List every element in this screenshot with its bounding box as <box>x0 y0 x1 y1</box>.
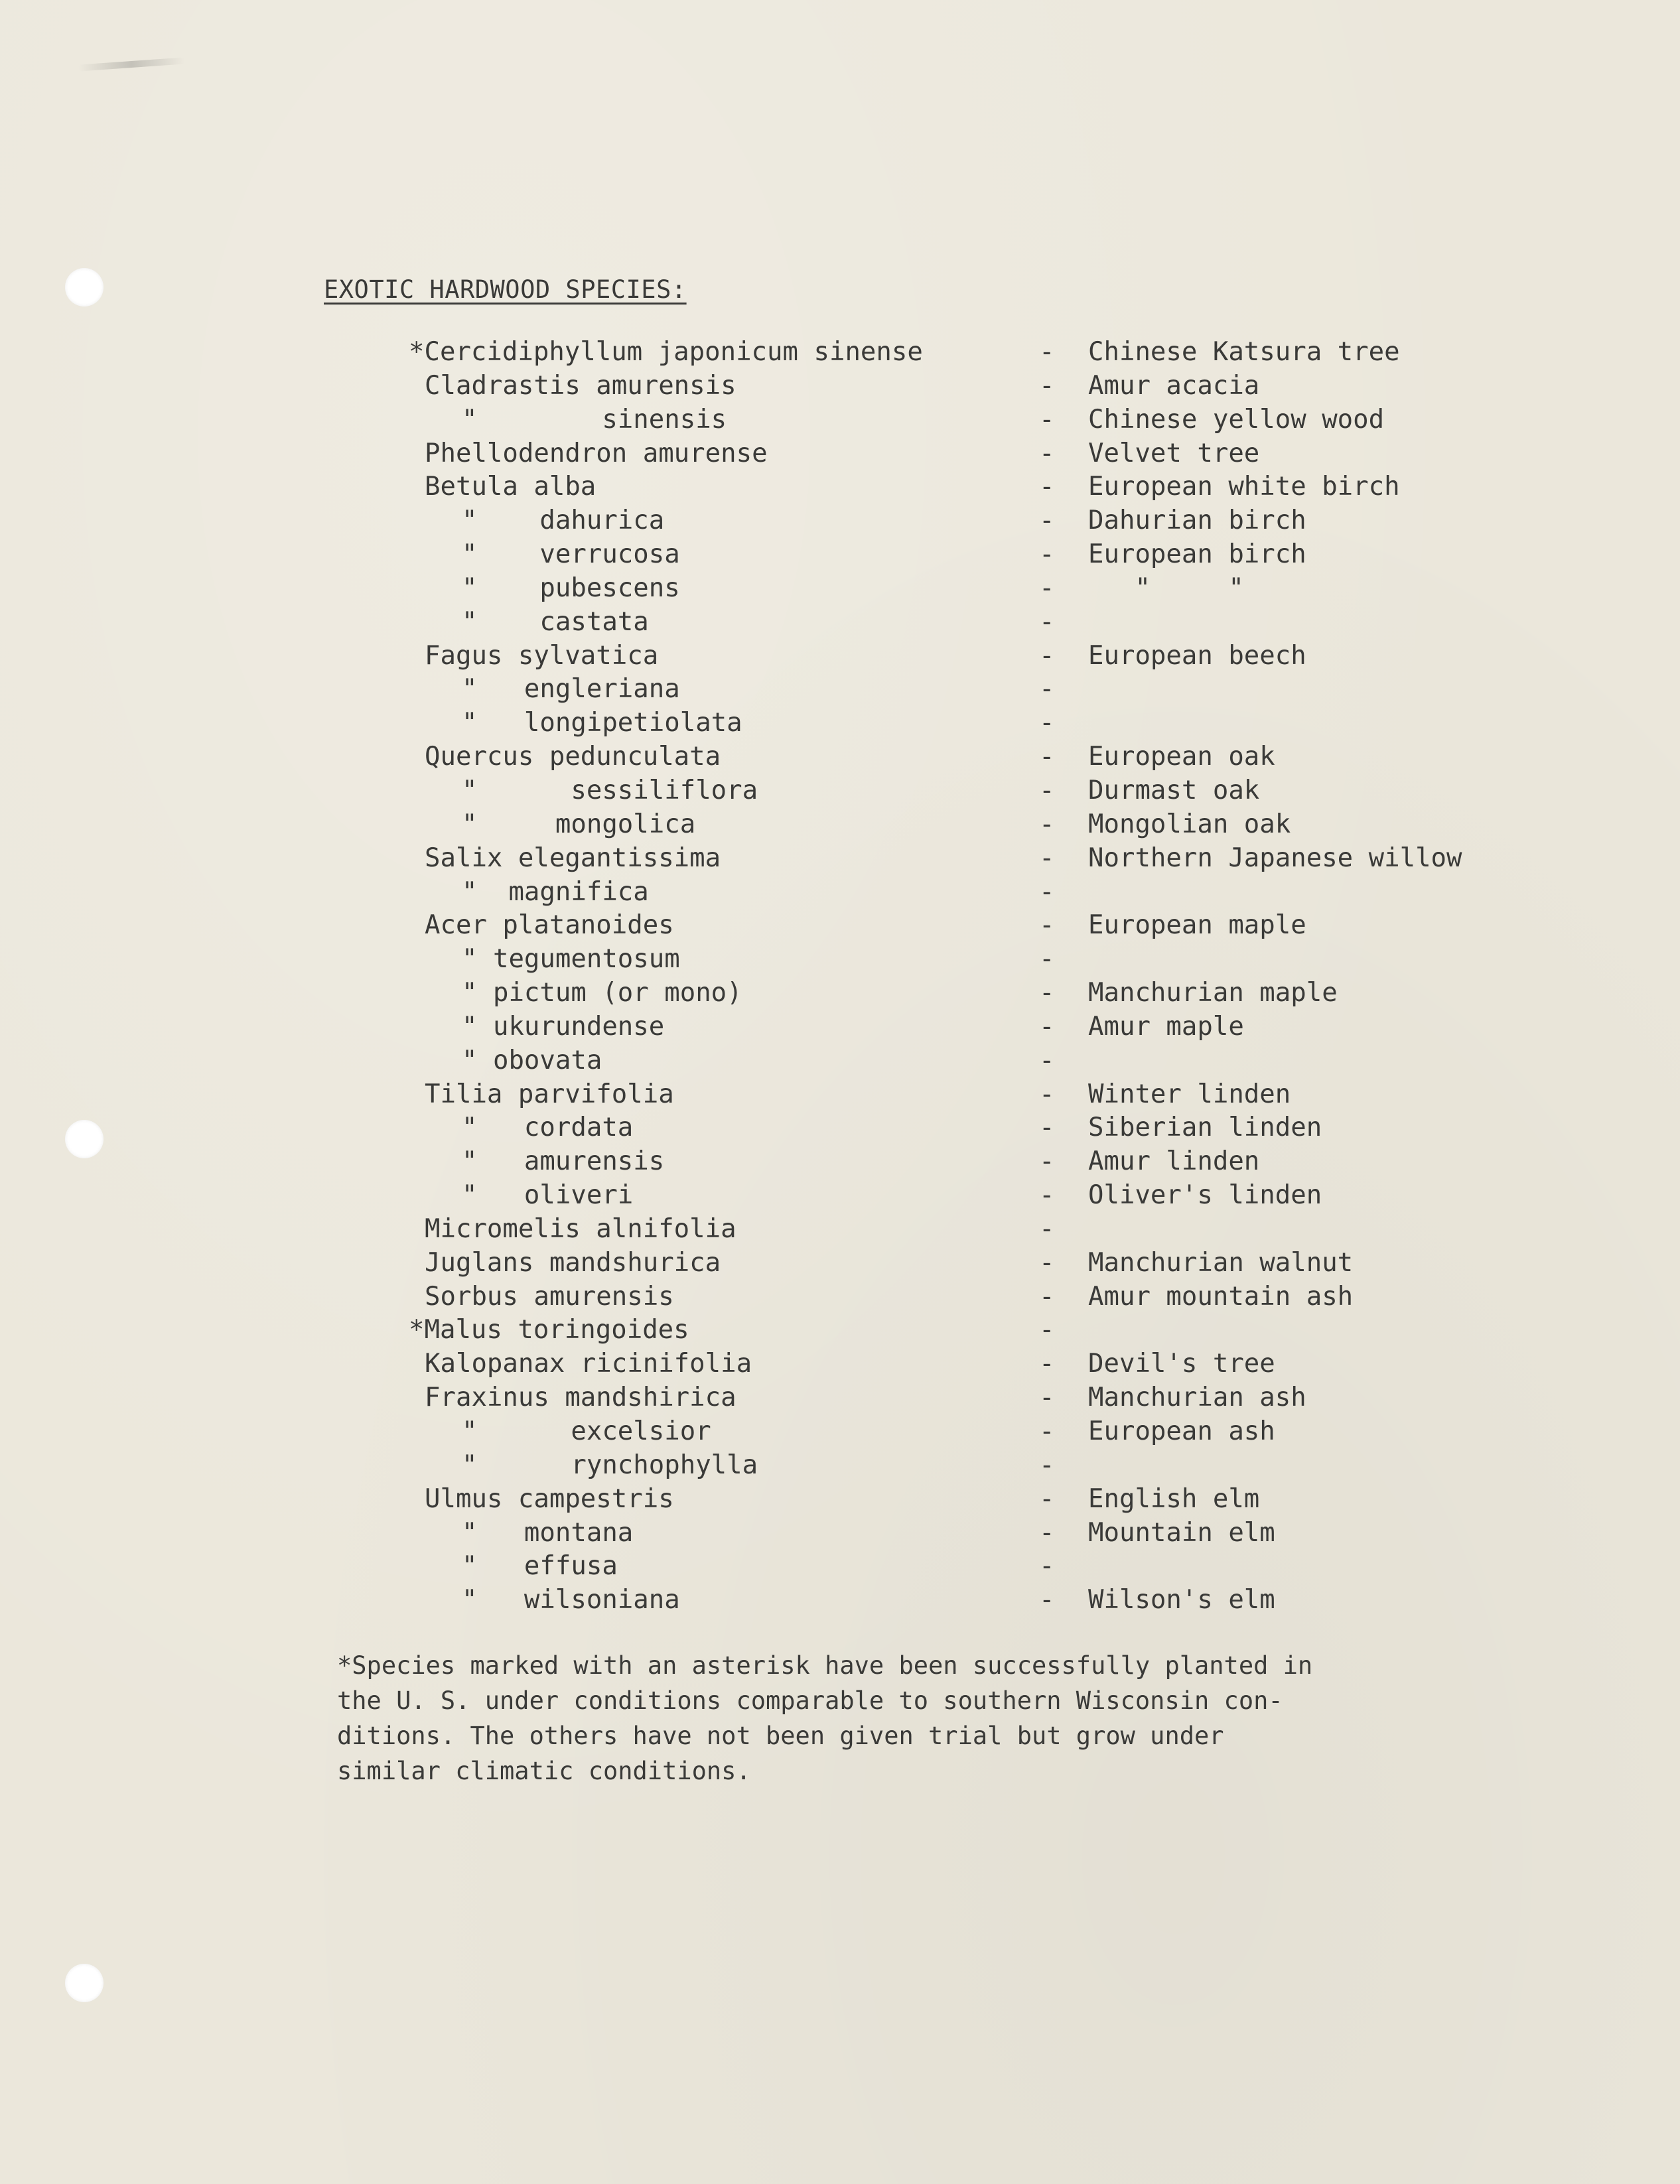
common-name: Manchurian walnut <box>1088 1247 1354 1278</box>
separator-dash: - <box>1039 1551 1055 1582</box>
separator-dash: - <box>1039 1383 1055 1413</box>
scientific-name: " tegumentosum <box>462 944 680 975</box>
separator-dash: - <box>1039 1079 1055 1109</box>
scientific-name: *Malus toringoides <box>409 1315 689 1345</box>
scientific-name: " wilsoniana <box>462 1585 680 1615</box>
common-name: Durmast oak <box>1088 775 1260 805</box>
scientific-name: Cladrastis amurensis <box>425 370 736 401</box>
common-name: Amur linden <box>1088 1146 1260 1177</box>
separator-dash: - <box>1039 843 1055 873</box>
common-name: English elm <box>1088 1483 1260 1514</box>
scientific-name: " pubescens <box>462 573 680 603</box>
scientific-name: Micromelis alnifolia <box>425 1213 736 1244</box>
separator-dash: - <box>1039 1113 1055 1143</box>
scientific-name: " excelsior <box>462 1416 711 1446</box>
separator-dash: - <box>1039 1349 1055 1379</box>
species-row <box>0 538 1680 572</box>
scientific-name: " dahurica <box>462 506 665 536</box>
scientific-name: " longipetiolata <box>462 708 742 738</box>
species-row <box>0 1280 1680 1314</box>
scientific-name: " montana <box>462 1517 634 1548</box>
species-row <box>0 1381 1680 1415</box>
common-name: Manchurian maple <box>1088 978 1338 1008</box>
separator-dash: - <box>1039 1045 1055 1075</box>
separator-dash: - <box>1039 1450 1055 1480</box>
species-row <box>0 572 1680 606</box>
common-name: European birch <box>1088 539 1306 570</box>
separator-dash: - <box>1039 1146 1055 1177</box>
species-row <box>0 1415 1680 1449</box>
common-name: Amur mountain ash <box>1088 1281 1354 1312</box>
punch-hole-bottom <box>65 1964 104 2002</box>
separator-dash: - <box>1039 1315 1055 1345</box>
common-name: Winter linden <box>1088 1079 1291 1109</box>
scientific-name: Fraxinus mandshirica <box>425 1383 736 1413</box>
species-row <box>0 876 1680 910</box>
scientific-name: " castata <box>462 606 649 637</box>
separator-dash: - <box>1039 809 1055 839</box>
separator-dash: - <box>1039 1213 1055 1244</box>
species-row <box>0 909 1680 943</box>
scientific-name: " pictum (or mono) <box>462 978 742 1008</box>
species-row <box>0 1010 1680 1044</box>
species-row <box>0 403 1680 437</box>
scientific-name: Juglans mandshurica <box>425 1247 721 1278</box>
separator-dash: - <box>1039 404 1055 435</box>
species-row <box>0 1179 1680 1213</box>
separator-dash: - <box>1039 978 1055 1008</box>
species-row <box>0 336 1680 370</box>
separator-dash: - <box>1039 539 1055 570</box>
species-row <box>0 1449 1680 1483</box>
species-row <box>0 977 1680 1010</box>
species-row <box>0 1213 1680 1247</box>
common-name: Mongolian oak <box>1088 809 1291 839</box>
species-row <box>0 707 1680 740</box>
species-row <box>0 606 1680 640</box>
scientific-name: " ukurundense <box>462 1011 665 1042</box>
species-row <box>0 370 1680 403</box>
species-row <box>0 673 1680 707</box>
scientific-name: " sinensis <box>462 404 727 435</box>
separator-dash: - <box>1039 876 1055 907</box>
scientific-name: Salix elegantissima <box>425 843 721 873</box>
species-row <box>0 1584 1680 1617</box>
species-row <box>0 1483 1680 1517</box>
species-row <box>0 808 1680 842</box>
scientific-name: Tilia parvifolia <box>425 1079 674 1109</box>
footnote-line: ditions. The others have not been given trial but grow under <box>337 1722 1224 1750</box>
scientific-name: Kalopanax ricinifolia <box>425 1349 752 1379</box>
scientific-name: " sessiliflora <box>462 775 758 805</box>
scientific-name: " amurensis <box>462 1146 665 1177</box>
scientific-name: Betula alba <box>425 472 596 502</box>
scientific-name: Fagus sylvatica <box>425 640 659 671</box>
species-row <box>0 1111 1680 1145</box>
common-name: European ash <box>1088 1416 1275 1446</box>
footnote <box>337 1648 1505 1789</box>
common-name: European oak <box>1088 742 1275 772</box>
species-row <box>0 774 1680 808</box>
page-heading: EXOTIC HARDWOOD SPECIES: <box>324 275 687 304</box>
common-name: Amur maple <box>1088 1011 1244 1042</box>
species-row <box>0 943 1680 977</box>
separator-dash: - <box>1039 1281 1055 1312</box>
separator-dash: - <box>1039 438 1055 468</box>
scientific-name: " mongolica <box>462 809 696 839</box>
separator-dash: - <box>1039 506 1055 536</box>
common-name: Northern Japanese willow <box>1088 843 1462 873</box>
footnote-line: *Species marked with an asterisk have been successfully planted in <box>337 1651 1313 1680</box>
scientific-name: Ulmus campestris <box>425 1483 674 1514</box>
species-row <box>0 740 1680 774</box>
scientific-name: " obovata <box>462 1045 602 1075</box>
separator-dash: - <box>1039 1011 1055 1042</box>
punch-hole-top <box>65 268 104 307</box>
common-name: Manchurian ash <box>1088 1383 1306 1413</box>
species-row <box>0 1314 1680 1347</box>
common-name: Chinese Katsura tree <box>1088 337 1400 367</box>
separator-dash: - <box>1039 775 1055 805</box>
species-row <box>0 504 1680 538</box>
species-row <box>0 1044 1680 1078</box>
scientific-name: " oliveri <box>462 1180 634 1211</box>
species-row <box>0 1078 1680 1112</box>
common-name: Oliver's linden <box>1088 1180 1322 1211</box>
scientific-name: Quercus pedunculata <box>425 742 721 772</box>
separator-dash: - <box>1039 944 1055 975</box>
common-name: European beech <box>1088 640 1306 671</box>
common-name: Devil's tree <box>1088 1349 1275 1379</box>
common-name: Siberian linden <box>1088 1113 1322 1143</box>
paper-smudge <box>78 57 184 71</box>
scientific-name: " magnifica <box>462 876 649 907</box>
scientific-name: *Cercidiphyllum japonicum sinense <box>409 337 923 367</box>
species-row <box>0 1517 1680 1550</box>
common-name: Amur acacia <box>1088 370 1260 401</box>
footnote-line: similar climatic conditions. <box>337 1757 751 1785</box>
scientific-name: " rynchophylla <box>462 1450 758 1480</box>
separator-dash: - <box>1039 1180 1055 1211</box>
species-row <box>0 470 1680 504</box>
separator-dash: - <box>1039 708 1055 738</box>
separator-dash: - <box>1039 1247 1055 1278</box>
scientific-name: Acer platanoides <box>425 910 674 941</box>
separator-dash: - <box>1039 910 1055 941</box>
species-list <box>0 336 1680 1617</box>
common-name: Mountain elm <box>1088 1517 1275 1548</box>
separator-dash: - <box>1039 1517 1055 1548</box>
separator-dash: - <box>1039 573 1055 603</box>
scientific-name: Phellodendron amurense <box>425 438 768 468</box>
common-name: European white birch <box>1088 472 1400 502</box>
separator-dash: - <box>1039 370 1055 401</box>
separator-dash: - <box>1039 742 1055 772</box>
scientific-name: " effusa <box>462 1551 618 1582</box>
separator-dash: - <box>1039 1483 1055 1514</box>
separator-dash: - <box>1039 1416 1055 1446</box>
separator-dash: - <box>1039 640 1055 671</box>
species-row <box>0 1550 1680 1584</box>
scientific-name: " verrucosa <box>462 539 680 570</box>
common-name: Chinese yellow wood <box>1088 404 1385 435</box>
species-row <box>0 437 1680 471</box>
scientific-name: " engleriana <box>462 674 680 705</box>
common-name: Dahurian birch <box>1088 506 1306 536</box>
common-name: Wilson's elm <box>1088 1585 1275 1615</box>
scientific-name: Sorbus amurensis <box>425 1281 674 1312</box>
separator-dash: - <box>1039 1585 1055 1615</box>
separator-dash: - <box>1039 674 1055 705</box>
species-row <box>0 842 1680 876</box>
species-row <box>0 1247 1680 1280</box>
scientific-name: " cordata <box>462 1113 634 1143</box>
common-name: Velvet tree <box>1088 438 1260 468</box>
separator-dash: - <box>1039 606 1055 637</box>
separator-dash: - <box>1039 472 1055 502</box>
species-row <box>0 640 1680 673</box>
species-row <box>0 1145 1680 1179</box>
footnote-line: the U. S. under conditions comparable to southern Wisconsin con- <box>337 1686 1283 1715</box>
common-name: European maple <box>1088 910 1306 941</box>
common-name: " " <box>1088 573 1244 603</box>
species-row <box>0 1347 1680 1381</box>
separator-dash: - <box>1039 337 1055 367</box>
